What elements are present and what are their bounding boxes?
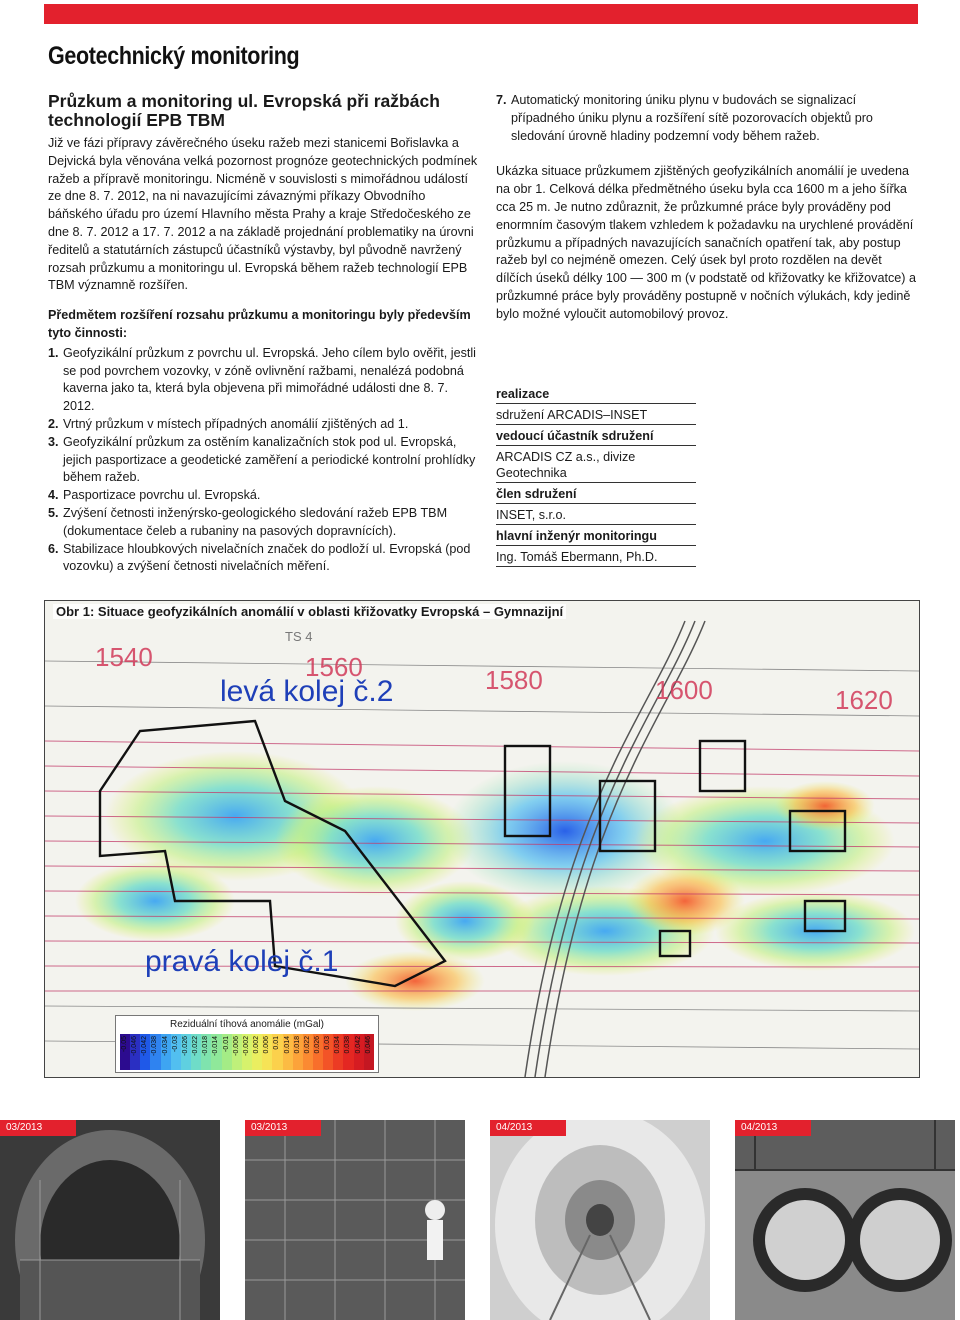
- top-accent-bar: [44, 4, 918, 24]
- activities-list: [48, 345, 478, 576]
- legend-tick-label: 0.026: [313, 1036, 321, 1054]
- legend-tick-label: -0.046: [131, 1036, 139, 1056]
- credit-value: ARCADIS CZ a.s., divize Geotechnika: [496, 446, 696, 483]
- label-left-track: levá kolej č.2: [220, 675, 394, 708]
- list-item-number: 7.: [496, 93, 507, 107]
- legend-title: Reziduální tíhová anomálie (mGal): [170, 1019, 324, 1030]
- list-item: [48, 541, 478, 577]
- legend-swatch: [150, 1034, 160, 1070]
- list-item-number: 6.: [48, 541, 59, 556]
- legend-swatch: [232, 1034, 242, 1070]
- credit-value: Ing. Tomáš Ebermann, Ph.D.: [496, 546, 696, 567]
- activities-lead: Předmětem rozšíření rozsahu průzkumu a monitoringu byly především tyto činnosti:: [48, 308, 471, 340]
- credit-value: INSET, s.r.o.: [496, 504, 696, 525]
- legend-swatch: [272, 1034, 282, 1070]
- legend-swatch: [333, 1034, 343, 1070]
- legend-tick-label: 0.042: [354, 1036, 362, 1054]
- credit-value: sdružení ARCADIS–INSET: [496, 404, 696, 425]
- list-item-number: 5.: [48, 505, 59, 520]
- credit-label: hlavní inženýr monitoringu: [496, 525, 696, 546]
- list-item-number: 2.: [48, 416, 59, 431]
- anomaly-paragraph: Ukázka situace průzkumem zjištěných geofyzikálních anomálií je uvedena na obr 1. Celková délka předmětného úseku byla cca 1600 m a jeho šířka cca 25 m. Je nutno zdůraznit, že průzkumné práce byly prováděny pod enormním časovým tlakem vzhledem k požadavku na urychlené provádění průzkumu a případných navazujících sanačních opatření tak, aby postup ražeb byl co nejméně omezen. Celý úsek byl proto rozdělen na devět dílčích úseků délky 100 — 300 m (v podstatě od křižovatky ke křižovatce) a průzkumné práce byly prováděny postupně v nočních výlukách, kdy jedině bylo možné vyloučit automobilový provoz.: [496, 164, 916, 321]
- legend-tick-label: 0.01: [273, 1036, 281, 1050]
- legend-swatch: [222, 1034, 232, 1070]
- left-column: [48, 92, 478, 576]
- list-item-number: 4.: [48, 488, 59, 503]
- label-km-1540: 1540: [95, 642, 153, 672]
- legend-swatch: [120, 1034, 130, 1070]
- legend-swatch: [191, 1034, 201, 1070]
- legend-swatch: [201, 1034, 211, 1070]
- photo-tunnel-4: [735, 1120, 955, 1320]
- legend-swatch: [211, 1034, 221, 1070]
- legend-tick-label: 0.014: [283, 1036, 291, 1054]
- legend-swatch: [364, 1034, 374, 1070]
- legend-tick-label: -0.026: [181, 1036, 189, 1056]
- credit-label: člen sdružení: [496, 483, 696, 504]
- section-heading: Průzkum a monitoring ul. Evropská při ražbách technologií EPB TBM: [48, 91, 440, 130]
- legend-swatch: [283, 1034, 293, 1070]
- credits-box: [496, 383, 696, 567]
- legend-tick-label: -0.03: [171, 1036, 179, 1052]
- list-item-text: Geofyzikální průzkum z povrchu ul. Evropská. Jeho cílem bylo ověřit, jestli se pod povrchem vozovky, v zóně ovlivnění ražbami, nenalézá podobná kaverna jako ta, která byla objevena při mimořádné události dne 8. 7. 2012.: [63, 345, 476, 414]
- label-km-1620: 1620: [835, 685, 893, 715]
- list-item-number: 1.: [48, 345, 59, 360]
- credit-label: realizace: [496, 383, 696, 404]
- legend-swatch: [130, 1034, 140, 1070]
- list-item-text: Geofyzikální průzkum za ostěním kanalizačních stok pod ul. Evropská, jejich pasportizace a geodetické zaměření a periodické kontrolní prohlídky během ražeb.: [63, 434, 476, 485]
- color-legend: [115, 1015, 379, 1073]
- legend-tick-label: -0.042: [141, 1036, 149, 1056]
- legend-swatch: [161, 1034, 171, 1070]
- figure-anomaly-map: [44, 600, 920, 1078]
- legend-tick-label: 0.038: [344, 1036, 352, 1054]
- legend-tick-label: 0.046: [364, 1036, 372, 1054]
- legend-tick-label: -0.018: [202, 1036, 210, 1056]
- legend-swatch: [171, 1034, 181, 1070]
- list-item: [48, 434, 478, 487]
- list-item-text: Automatický monitoring úniku plynu v budovách se signalizací případného úniku plynu a rozšíření sítě pozorovacích objektů pro sledování úrovně hladiny podzemní vody během ražeb.: [511, 93, 873, 143]
- legend-tick-label: -0.002: [242, 1036, 250, 1056]
- legend-tick-label: -0.05: [121, 1036, 128, 1052]
- legend-swatch: [313, 1034, 323, 1070]
- legend-swatch: [181, 1034, 191, 1070]
- list-item-text: Pasportizace povrchu ul. Evropská.: [63, 488, 261, 503]
- photo-image: [0, 1120, 220, 1320]
- legend-color-scale: [120, 1034, 374, 1070]
- label-ts: TS 4: [285, 629, 313, 644]
- list-item: [496, 92, 916, 145]
- photo-tunnel-2: [245, 1120, 465, 1320]
- legend-tick-label: 0.034: [334, 1036, 342, 1054]
- list-item: [48, 345, 478, 416]
- list-item: [48, 487, 478, 505]
- list-item-text: Vrtný průzkum v místech případných anomálií zjištěných ad 1.: [63, 416, 409, 431]
- photo-image: [490, 1120, 710, 1320]
- legend-tick-label: 0.002: [253, 1036, 261, 1054]
- list-item-text: Zvýšení četnosti inženýrsko-geologického sledování ražeb EPB TBM (dokumentace čeleb a rubaniny na pasových dopravnících).: [63, 505, 448, 538]
- credit-label: vedoucí účastník sdružení: [496, 425, 696, 446]
- legend-tick-label: 0.03: [324, 1036, 332, 1050]
- photo-date-tag: 03/2013: [0, 1120, 76, 1136]
- list-item: [48, 416, 478, 434]
- legend-swatch: [323, 1034, 333, 1070]
- label-km-1600: 1600: [655, 675, 713, 705]
- anomaly-map: [45, 601, 919, 1077]
- list-item-number: 3.: [48, 434, 59, 449]
- legend-swatch: [242, 1034, 252, 1070]
- legend-tick-label: 0.018: [293, 1036, 301, 1054]
- legend-tick-label: -0.01: [222, 1036, 230, 1052]
- right-column: [496, 92, 916, 336]
- legend-swatch: [293, 1034, 303, 1070]
- legend-tick-label: 0.006: [263, 1036, 271, 1054]
- activities-list-continued: [496, 92, 916, 145]
- page-title: Geotechnický monitoring: [48, 42, 300, 70]
- legend-swatch: [262, 1034, 272, 1070]
- label-right-track: pravá kolej č.1: [145, 945, 339, 978]
- photo-date-tag: 04/2013: [490, 1120, 566, 1136]
- intro-paragraph: Již ve fázi přípravy závěrečného úseku ražeb mezi stanicemi Bořislavka a Dejvická byla věnována velká pozornost prognóze geotechnických podmínek ražeb a přípravě monitoringu. Nicméně v souvislosti s mimořádnou událostí ze dne 8. 7. 2012, na ni navazujícími závaznými příkazy Obvodního báňského úřadu pro území Hlavního města Prahy a kraje Středočeského ze dne 8. 7. 2012 a 17. 7. 2012 a na základě projednání problematiky na úrovni ředitelů a statutárních zástupců účastníků výstavby, byl původně navržený rozsah průzkumu a monitoringu ul. Evropská během ražeb technologií EPB TBM významně rozšířen.: [48, 136, 478, 293]
- photo-image: [735, 1120, 955, 1320]
- legend-swatch: [303, 1034, 313, 1070]
- photo-image: [245, 1120, 465, 1320]
- photo-tunnel-1: [0, 1120, 220, 1320]
- legend-tick-label: -0.022: [192, 1036, 200, 1056]
- legend-tick-label: 0.022: [303, 1036, 311, 1054]
- photo-tunnel-3: [490, 1120, 710, 1320]
- legend-swatch: [252, 1034, 262, 1070]
- legend-tick-label: -0.006: [232, 1036, 240, 1056]
- legend-swatch: [343, 1034, 353, 1070]
- figure-caption: Obr 1: Situace geofyzikálních anomálií v oblasti křižovatky Evropská – Gymnazijní: [53, 604, 566, 619]
- photo-date-tag: 04/2013: [735, 1120, 811, 1136]
- list-item-text: Stabilizace hloubkových nivelačních značek do podloží ul. Evropská (pod vozovku) a zvýšení četnosti nivelačních měření.: [63, 541, 471, 574]
- photo-date-tag: 03/2013: [245, 1120, 321, 1136]
- legend-swatch: [140, 1034, 150, 1070]
- legend-tick-label: -0.014: [212, 1036, 220, 1056]
- list-item: [48, 505, 478, 541]
- legend-tick-label: -0.038: [151, 1036, 159, 1056]
- label-km-1580: 1580: [485, 665, 543, 695]
- legend-tick-label: -0.034: [161, 1036, 169, 1056]
- label-km-1560: 1560: [305, 652, 363, 682]
- legend-swatch: [354, 1034, 364, 1070]
